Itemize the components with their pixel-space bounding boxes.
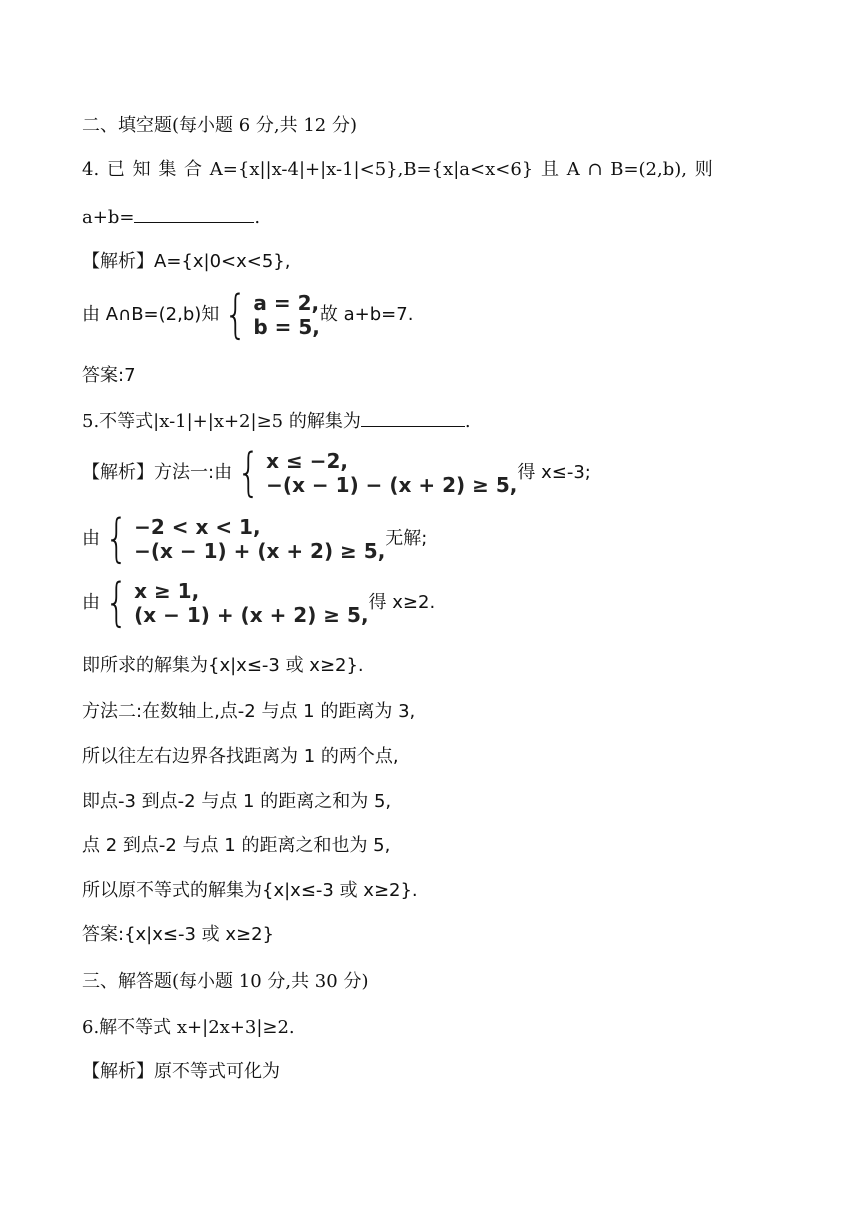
- q5-m3-prefix: 由: [82, 592, 100, 613]
- q5-case1-system: [232, 443, 518, 503]
- q5-answer-blank: [361, 408, 465, 427]
- q5-case2-row1: −2 < x < 1,: [134, 515, 261, 539]
- q5-case2-system: [100, 509, 386, 569]
- q4-stem-suffix: .: [254, 207, 261, 228]
- q5-method2-line4: 点 2 到点-2 与点 1 的距离之和也为 5,: [82, 835, 391, 856]
- q4-sys-row1: a = 2,: [253, 291, 320, 315]
- q5-case1-row2: −(x − 1) − (x + 2) ≥ 5,: [266, 473, 518, 497]
- q5-case3-system: [100, 573, 369, 633]
- q5-method2-line3: 即点-3 到点-2 与点 1 的距离之和为 5,: [82, 791, 392, 812]
- q5-method1-case3: [82, 573, 436, 633]
- q5-case1-row1: x ≤ −2,: [266, 449, 349, 473]
- left-brace-icon: {: [237, 443, 261, 503]
- q4-answer: 答案:7: [82, 365, 136, 386]
- q5-case3-row1: x ≥ 1,: [134, 579, 200, 603]
- q5-stem-suffix: .: [464, 411, 471, 432]
- q5-method2-line1: 方法二:在数轴上,点-2 与点 1 的距离为 3,: [82, 701, 416, 722]
- left-brace-icon: {: [104, 509, 129, 569]
- q4-condition: [82, 285, 414, 345]
- q5-stem-prefix: 5.不等式|x-1|+|x+2|≥5 的解集为: [82, 411, 361, 432]
- q5-m1-suffix: 得 x≤-3;: [517, 462, 591, 483]
- q5-m2-suffix: 无解;: [385, 528, 428, 549]
- q5-m3-suffix: 得 x≥2.: [368, 592, 436, 613]
- q5-method2-line5: 所以原不等式的解集为{x|x≤-3 或 x≥2}.: [82, 880, 418, 901]
- q4-analysis: 【解析】A={x|0<x<5},: [82, 251, 291, 272]
- q5-case2-row2: −(x − 1) + (x + 2) ≥ 5,: [134, 539, 386, 563]
- section-heading-solve: 三、解答题(每小题 10 分,共 30 分): [82, 971, 369, 992]
- q4-sys-row2: b = 5,: [253, 315, 320, 339]
- q5-result1: 即所求的解集为{x|x≤-3 或 x≥2}.: [82, 655, 364, 676]
- q5-case3-row2: (x − 1) + (x + 2) ≥ 5,: [134, 603, 369, 627]
- q5-m1-prefix: 【解析】方法一:由: [82, 462, 233, 483]
- q6-stem: 6.解不等式 x+|2x+3|≥2.: [82, 1017, 295, 1038]
- q4-stem-prefix: a+b=: [82, 207, 135, 228]
- q4-answer-blank: [134, 204, 254, 223]
- q5-method1-case2: [82, 509, 428, 569]
- q4-cond-prefix: 由 A∩B=(2,b)知: [82, 304, 220, 325]
- q4-equation-system: [219, 285, 320, 345]
- left-brace-icon: {: [224, 285, 248, 345]
- q5-method2-line2: 所以往左右边界各找距离为 1 的两个点,: [82, 746, 399, 767]
- q5-m2-prefix: 由: [82, 528, 100, 549]
- q4-stem-line1: 4. 已 知 集 合 A={x||x-4|+|x-1|<5},B={x|a<x<6} 且 A ∩ B=(2,b), 则: [82, 159, 713, 180]
- q4-cond-suffix: 故 a+b=7.: [319, 304, 414, 325]
- q5-answer: 答案:{x|x≤-3 或 x≥2}: [82, 924, 274, 945]
- section-heading-fill-blank: 二、填空题(每小题 6 分,共 12 分): [82, 115, 358, 136]
- q5-stem: [82, 408, 471, 434]
- q6-analysis: 【解析】原不等式可化为: [82, 1061, 280, 1082]
- left-brace-icon: {: [104, 573, 129, 633]
- q4-stem-line2: [82, 204, 260, 230]
- q5-method1-case1: [82, 443, 591, 503]
